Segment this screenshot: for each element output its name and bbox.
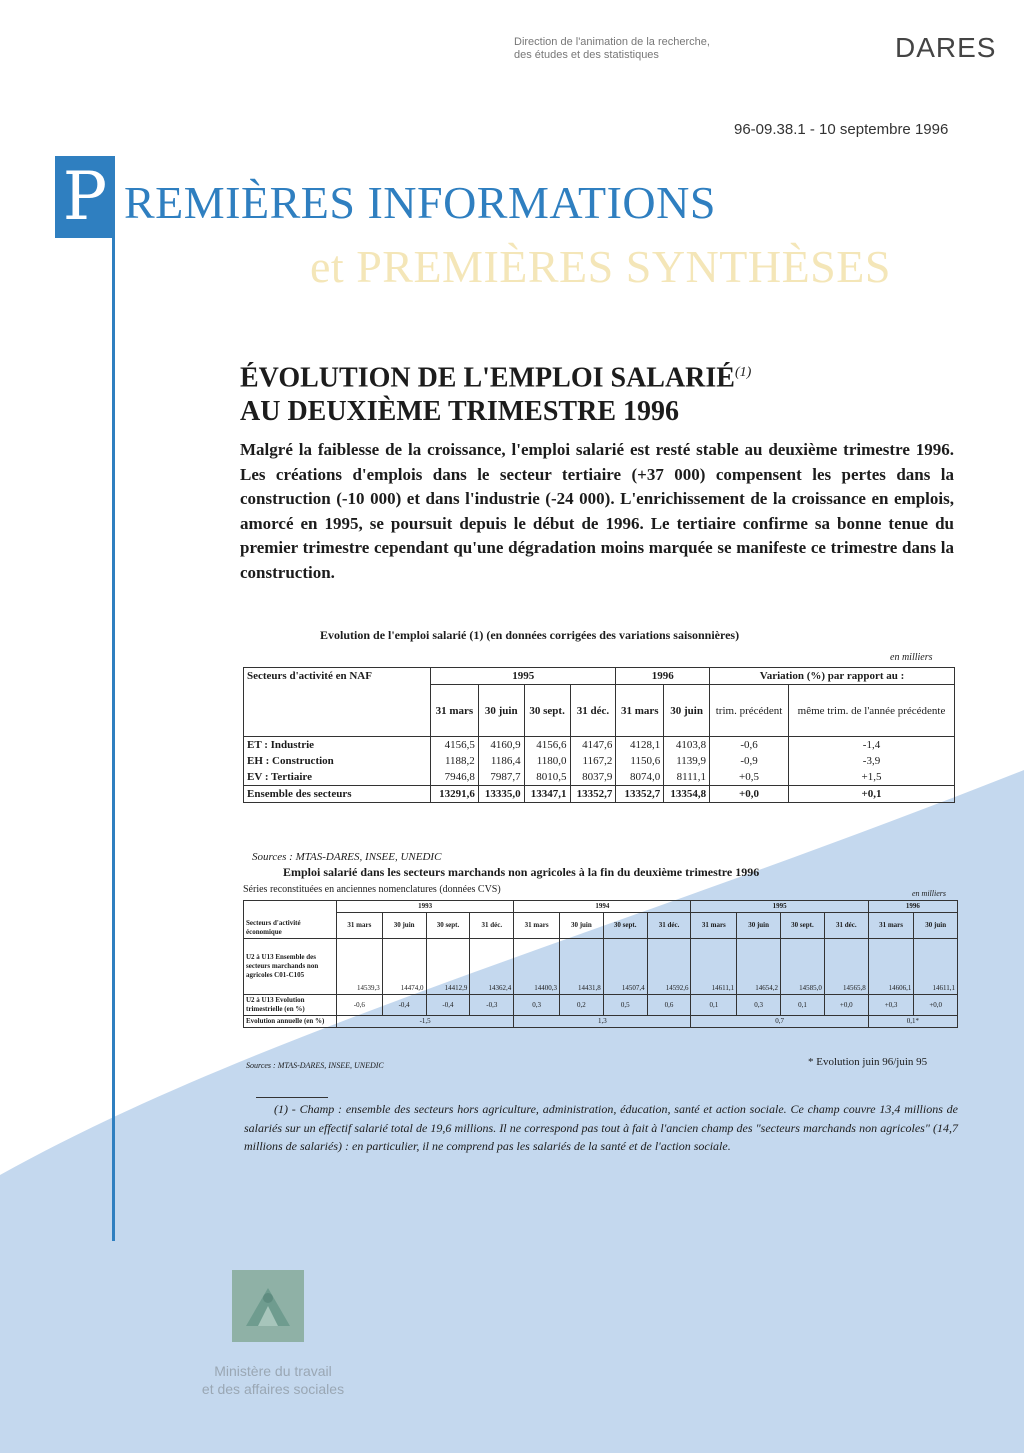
cell: 1150,6 — [616, 753, 664, 769]
table2-date: 30 juin — [559, 913, 603, 939]
cell: 4128,1 — [616, 737, 664, 754]
table2-date: 30 juin — [914, 913, 958, 939]
table2-date: 31 déc. — [470, 913, 514, 939]
cell: 8010,5 — [524, 769, 570, 786]
cell: 13347,1 — [524, 786, 570, 803]
cell: 14412,9 — [426, 939, 470, 995]
table-total-row — [244, 786, 955, 803]
cell: 7987,7 — [478, 769, 524, 786]
cell: 0,2 — [559, 995, 603, 1016]
table2-date: 31 mars — [691, 913, 737, 939]
table1-date: 31 mars — [616, 685, 664, 737]
table2-date: 31 déc. — [647, 913, 691, 939]
table2-unit: en milliers — [912, 889, 946, 898]
publication-reference: 96-09.38.1 - 10 septembre 1996 — [734, 121, 949, 138]
table-row — [244, 769, 955, 786]
table1-date: 30 juin — [478, 685, 524, 737]
table1-caption: Evolution de l'emploi salarié (1) (en données corrigées des variations saisonnières) — [320, 628, 740, 642]
table-row — [244, 753, 955, 769]
cell: 4160,9 — [478, 737, 524, 754]
table2-date: 30 sept. — [603, 913, 647, 939]
masthead-rule — [112, 236, 115, 1241]
table2-source: Sources : MTAS-DARES, INSEE, UNEDIC — [246, 1061, 384, 1070]
cell: 4156,6 — [524, 737, 570, 754]
cell: 1188,2 — [431, 753, 479, 769]
ministry-line-1: Ministère du travail — [214, 1363, 332, 1379]
cell: 13291,6 — [431, 786, 479, 803]
row-label: Ensemble des secteurs — [244, 786, 431, 803]
employment-table — [243, 667, 955, 803]
cell: 1,3 — [514, 1016, 691, 1028]
cell: 4103,8 — [664, 737, 710, 754]
table1-date: 31 déc. — [570, 685, 616, 737]
cell: 0,7 — [691, 1016, 868, 1028]
cell: 0,3 — [737, 995, 781, 1016]
brand-dares: DARES — [895, 32, 997, 63]
cell: 0,1 — [781, 995, 825, 1016]
table2-date: 31 déc. — [824, 913, 868, 939]
cell: 4156,5 — [431, 737, 479, 754]
cell: 0,5 — [603, 995, 647, 1016]
table2-caption: Emploi salarié dans les secteurs marchands non agricoles à la fin du deuxième trimestre 1996 — [283, 865, 760, 879]
table-row — [244, 1016, 958, 1028]
table2-subcaption: Séries reconstituées en anciennes nomenclatures (données CVS) — [243, 884, 501, 895]
table2-date: 31 mars — [514, 913, 560, 939]
cell: 1167,2 — [570, 753, 616, 769]
cell: -1,4 — [789, 737, 955, 754]
masthead-line-1: REMIÈRES INFORMATIONS — [124, 177, 716, 228]
cell: -0,9 — [710, 753, 789, 769]
cell: +0,0 — [914, 995, 958, 1016]
table2-year: 1993 — [337, 901, 514, 913]
table1-year-1996: 1996 — [616, 668, 710, 685]
ministry-line-2: et des affaires sociales — [201, 1381, 345, 1397]
cell: 0,1* — [868, 1016, 957, 1028]
cell: 14592,6 — [647, 939, 691, 995]
cell: -0,4 — [382, 995, 426, 1016]
cell: +0,5 — [710, 769, 789, 786]
table-row — [244, 737, 955, 754]
table1-year-1995: 1995 — [431, 668, 616, 685]
table1-date: 30 sept. — [524, 685, 570, 737]
row-label: ET : Industrie — [244, 737, 431, 754]
footnote-rule — [256, 1097, 328, 1098]
ministry-name — [178, 1362, 368, 1398]
cell: -0,6 — [710, 737, 789, 754]
cell: 14565,8 — [824, 939, 868, 995]
cell: 14507,4 — [603, 939, 647, 995]
table-row — [244, 995, 958, 1016]
cell: 14585,0 — [781, 939, 825, 995]
masthead-line-2: et PREMIÈRES SYNTHÈSES — [310, 241, 891, 292]
table2-year: 1996 — [868, 901, 957, 913]
table2-date: 31 mars — [868, 913, 914, 939]
cell: -1,5 — [337, 1016, 514, 1028]
table2-date: 30 juin — [382, 913, 426, 939]
cell: 13354,8 — [664, 786, 710, 803]
cell: 8111,1 — [664, 769, 710, 786]
cell: 14611,1 — [914, 939, 958, 995]
footnote: (1) - Champ : ensemble des secteurs hors agriculture, administration, éducation, santé et action sociale. Ce champ couvre 13,4 millions de salariés sur un effectif salarié total de 19,6 millions. Il ne correspond pas tout à fait à l'ancien champ des "secteurs marchands non agricoles" (14,7 millions de salariés) : en particulier, il ne comprend pas les salariés de la santé et de l'action sociale. — [244, 1102, 958, 1153]
table2-date: 30 juin — [737, 913, 781, 939]
row-label: U2 à U13 Ensemble des secteurs marchands non agricoles C01-C105 — [244, 939, 337, 995]
cell: 0,6 — [647, 995, 691, 1016]
cell: 13352,7 — [570, 786, 616, 803]
cell: 14431,8 — [559, 939, 603, 995]
org-name — [514, 36, 710, 62]
masthead-initial: P — [55, 156, 115, 238]
table1-variation-header: Variation (%) par rapport au : — [710, 668, 955, 685]
cell: 8037,9 — [570, 769, 616, 786]
cell: 14539,3 — [337, 939, 383, 995]
title-line-2: AU DEUXIÈME TRIMESTRE 1996 — [240, 396, 679, 428]
ministry-logo — [232, 1270, 304, 1342]
table2-date: 31 mars — [337, 913, 383, 939]
legacy-series-table — [243, 900, 958, 1028]
cell: 14654,2 — [737, 939, 781, 995]
article-lead: Malgré la faiblesse de la croissance, l'emploi salarié est resté stable au deuxième trimestre 1996. Les créations d'emplois dans le secteur tertiaire (+37 000) compensent les pertes dans la construction (-10 000) et dans l'industrie (-24 000). L'enrichissement de la croissance en emplois, amorcé en 1995, se poursuit depuis le début de 1996. Le tertiaire confirme sa bonne tenue du premier trimestre cependant qu'une dégradation moins marquée se manifeste ce trimestre dans la construction. — [240, 440, 954, 582]
cell: 13352,7 — [616, 786, 664, 803]
table2-year: 1995 — [691, 901, 868, 913]
row-label: EH : Construction — [244, 753, 431, 769]
table1-var-col: même trim. de l'année précédente — [789, 685, 955, 737]
org-line-2: des études et des statistiques — [514, 49, 659, 61]
row-label: U2 à U13 Evolution trimestrielle (en %) — [244, 995, 337, 1016]
row-label: EV : Tertiaire — [244, 769, 431, 786]
cell: +0,0 — [824, 995, 868, 1016]
cell: 14400,3 — [514, 939, 560, 995]
cell: -3,9 — [789, 753, 955, 769]
cell: -0,6 — [337, 995, 383, 1016]
table1-unit: en milliers — [890, 652, 933, 663]
cell: 14474,0 — [382, 939, 426, 995]
table1-date: 30 juin — [664, 685, 710, 737]
cell: 14362,4 — [470, 939, 514, 995]
row-label: Evolution annuelle (en %) — [244, 1016, 337, 1028]
title-line-1: ÉVOLUTION DE L'EMPLOI SALARIÉ — [240, 362, 735, 394]
cell: 1180,0 — [524, 753, 570, 769]
cell: 1186,4 — [478, 753, 524, 769]
cell: 0,1 — [691, 995, 737, 1016]
cell: -0,4 — [426, 995, 470, 1016]
table2-date: 30 sept. — [781, 913, 825, 939]
table1-sector-header: Secteurs d'activité en NAF — [244, 668, 431, 737]
cell: 0,3 — [514, 995, 560, 1016]
table2-date: 30 sept. — [426, 913, 470, 939]
cell: +0,0 — [710, 786, 789, 803]
table1-date: 31 mars — [431, 685, 479, 737]
table2-sector-header: Secteurs d'activité économique — [244, 901, 337, 939]
table-row — [244, 939, 958, 995]
table1-var-col: trim. précédent — [710, 685, 789, 737]
cell: +0,1 — [789, 786, 955, 803]
table2-year: 1994 — [514, 901, 691, 913]
cell: 8074,0 — [616, 769, 664, 786]
title-note: (1) — [734, 365, 752, 380]
article-title — [240, 356, 751, 429]
cell: 13335,0 — [478, 786, 524, 803]
cell: 14611,1 — [691, 939, 737, 995]
cell: +0,3 — [868, 995, 914, 1016]
cell: 14606,1 — [868, 939, 914, 995]
table2-note: * Evolution juin 96/juin 95 — [808, 1056, 928, 1068]
cell: 7946,8 — [431, 769, 479, 786]
cell: 1139,9 — [664, 753, 710, 769]
cell: 4147,6 — [570, 737, 616, 754]
cell: -0,3 — [470, 995, 514, 1016]
table1-source: Sources : MTAS-DARES, INSEE, UNEDIC — [252, 851, 442, 863]
org-line-1: Direction de l'animation de la recherche, — [514, 36, 710, 48]
cell: +1,5 — [789, 769, 955, 786]
